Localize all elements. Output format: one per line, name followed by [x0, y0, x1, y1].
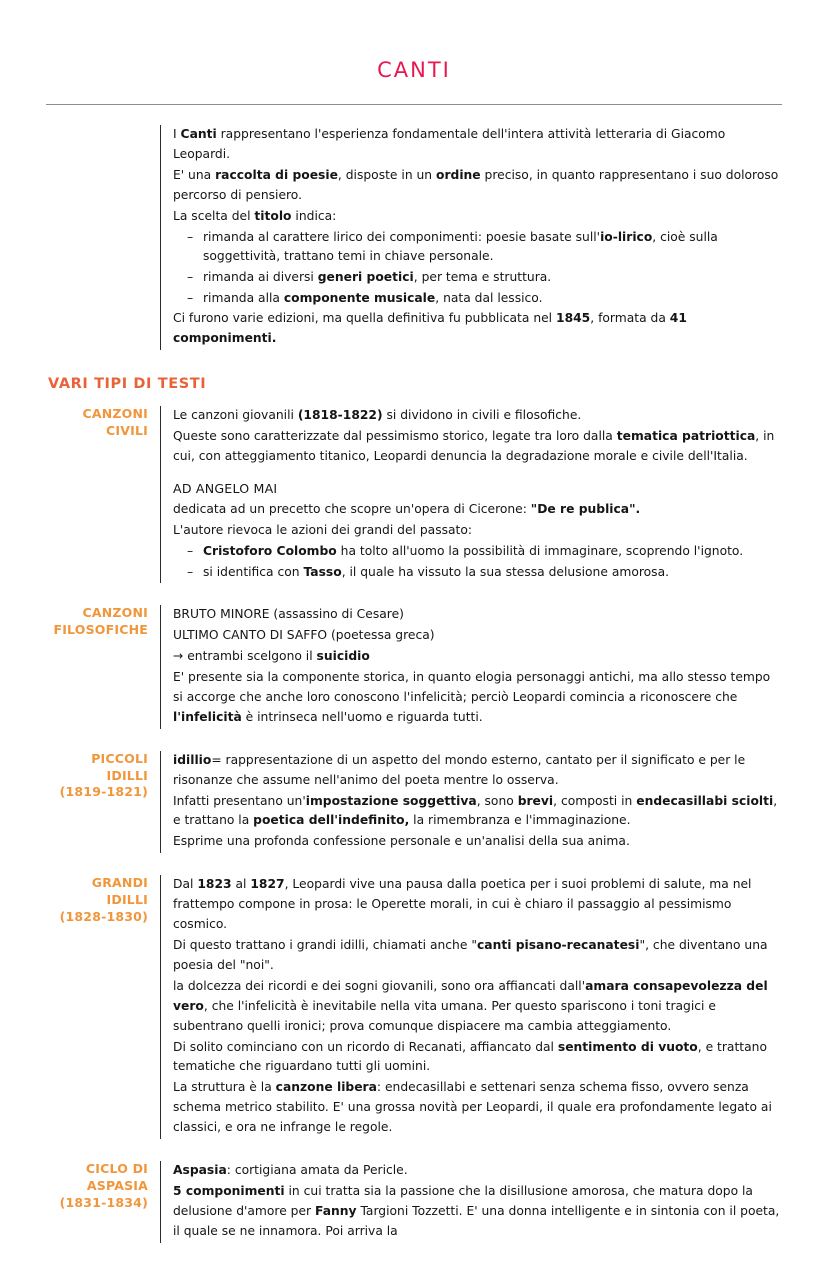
paragraph: → entrambi scelgono il suicidio — [173, 649, 370, 664]
section-label — [46, 406, 160, 583]
section-heading: VARI TIPI DI TESTI — [48, 376, 207, 393]
section-years: (1819-1821) — [59, 784, 148, 800]
paragraph: E' una raccolta di poesie, disposte in un ordine preciso, in quanto rappresentano i suo doloroso percorso di pensiero. — [173, 167, 779, 202]
paragraph: Di solito cominciano con un ricordo di Recanati, affiancato dal sentimento di vuoto, e trattano tematiche che riguardano tutti gli uomini. — [173, 1039, 767, 1074]
section-body — [160, 1161, 782, 1243]
section-label-text: GRANDI IDILLI — [91, 875, 148, 908]
section-body — [160, 406, 782, 583]
section-label-text: CANZONI CIVILI — [82, 406, 148, 438]
section-body — [160, 751, 782, 854]
section-body — [160, 605, 782, 728]
section-body — [160, 875, 782, 1139]
section-label-text: CANZONI FILOSOFICHE — [53, 605, 148, 638]
paragraph: Infatti presentano un'impostazione soggettiva, sono brevi, composti in endecasillabi sciolti, e trattano la poetica dell'indefinito, la rimembranza e l'immaginazione. — [173, 793, 778, 828]
section-label-text: CICLO DI ASPASIA — [85, 1161, 148, 1193]
intro-label — [46, 125, 160, 350]
paragraph: L'autore rievoca le azioni dei grandi del passato: — [173, 523, 473, 538]
list-item: – si identifica con Tasso, il quale ha vissuto la sua stessa delusione amorosa. — [203, 563, 782, 583]
paragraph: Esprime una profonda confessione personale e un'analisi della sua anima. — [173, 834, 630, 849]
paragraph: Ci furono varie edizioni, ma quella definitiva fu pubblicata nel 1845, formata da 41 componimenti. — [173, 311, 687, 346]
page-title: CANTI — [377, 58, 451, 82]
bullet-list — [173, 228, 782, 309]
paragraph: BRUTO MINORE (assassino di Cesare) — [173, 607, 404, 622]
intro-block — [46, 125, 782, 350]
paragraph: Aspasia: cortigiana amata da Pericle. — [173, 1163, 408, 1178]
section-row — [46, 605, 782, 728]
paragraph: La struttura è la canzone libera: endecasillabi e settenari senza schema fisso, ovvero senza schema metrico stabilito. E' una grossa novità per Leopardi, il quale era profondamente legato ai classici, e ora ne infrange le regole. — [173, 1080, 772, 1135]
paragraph: Dal 1823 al 1827, Leopardi vive una pausa dalla poetica per i suoi problemi di salute, ma nel frattempo compone in prosa: le Operette morali, in cui è chiaro il passaggio al pessimismo cosmico. — [173, 877, 752, 932]
paragraph: Queste sono caratterizzate dal pessimismo storico, legate tra loro dalla tematica patriottica, in cui, con atteggiamento titanico, Leopardi denuncia la degradazione morale e civile dell'Italia. — [173, 428, 775, 463]
section-label-text: PICCOLI IDILLI — [91, 750, 148, 783]
paragraph: 5 componimenti in cui tratta sia la passione che la disillusione amorosa, che matura dopo la delusione d'amore per Fanny Targioni Tozzetti. E' una donna intelligente e in sintonia con il poeta, il quale se ne innamora. Poi arriva la — [173, 1183, 780, 1238]
list-item: – rimanda ai diversi generi poetici, per tema e struttura. — [203, 268, 782, 288]
section-label — [46, 1161, 160, 1243]
paragraph: ULTIMO CANTO DI SAFFO (poetessa greca) — [173, 628, 435, 643]
paragraph: I Canti rappresentano l'esperienza fondamentale dell'intera attività letteraria di Giacomo Leopardi. — [173, 127, 726, 161]
paragraph: idillio= rappresentazione di un aspetto del mondo esterno, cantato per il significato e per le risonanze che assume nell'animo del poeta mentre lo osserva. — [173, 752, 746, 787]
sections-container — [46, 406, 782, 1243]
section-row — [46, 875, 782, 1139]
bullet-list — [173, 542, 782, 582]
list-item: – rimanda al carattere lirico dei componimenti: poesie basate sull'io-lirico, cioè sulla soggettività, trattano temi in chiave personale. — [203, 228, 782, 267]
paragraph: dedicata ad un precetto che scopre un'opera di Cicerone: "De re publica". — [173, 502, 641, 517]
section-row — [46, 406, 782, 583]
section-label — [46, 751, 160, 854]
paragraph: La scelta del titolo indica: — [173, 208, 337, 223]
list-item: – Cristoforo Colombo ha tolto all'uomo la possibilità di immaginare, scoprendo l'ignoto. — [203, 542, 782, 562]
section-years: (1828-1830) — [59, 909, 148, 925]
title-divider — [46, 104, 782, 105]
section-label — [46, 875, 160, 1139]
section-label — [46, 605, 160, 728]
section-years: (1831-1834) — [59, 1194, 148, 1210]
intro-body — [160, 125, 782, 350]
paragraph: Le canzoni giovanili (1818-1822) si dividono in civili e filosofiche. — [173, 408, 582, 423]
section-row — [46, 1161, 782, 1243]
paragraph: Di questo trattano i grandi idilli, chiamati anche "canti pisano-recanatesi", che diventano una poesia del "noi". — [173, 937, 768, 972]
list-item: – rimanda alla componente musicale, nata dal lessico. — [203, 289, 782, 309]
sub-heading: AD ANGELO MAI — [173, 480, 278, 496]
section-row — [46, 751, 782, 854]
paragraph: la dolcezza dei ricordi e dei sogni giovanili, sono ora affiancati dall'amara consapevolezza del vero, che l'infelicità è inevitabile nella vita umana. Per questo spariscono i toni tragici e subentrano quelli ironici; prova comunque dispiacere ma cambia atteggiamento. — [173, 978, 768, 1033]
paragraph: E' presente sia la componente storica, in quanto elogia personaggi antichi, ma allo stesso tempo si accorge che anche loro conoscono l'infelicità; perciò Leopardi comincia a riconoscere che l'infelicità è intrinseca nell'uomo e riguarda tutti. — [173, 670, 771, 724]
